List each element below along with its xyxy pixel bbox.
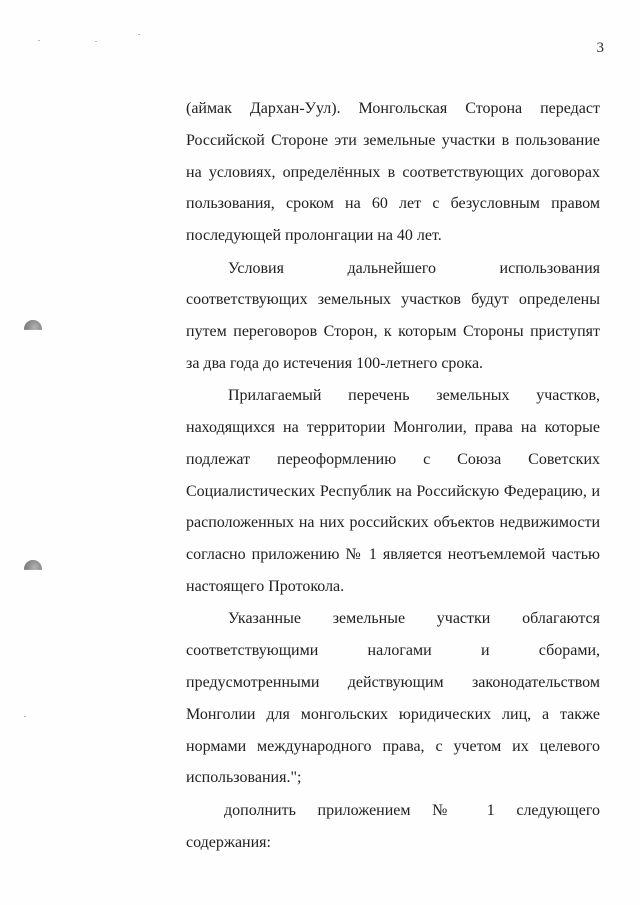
paragraph: Указанные земельные участки облагаются соответствующими налогами и сборами, предусмотренными действующим законодательством Монголии для монгольских юридических лиц, а также нормами международного права, с учетом их целевого использования."; (186, 610, 600, 787)
paragraph: дополнить приложением № 1 следующего содержания: (186, 801, 600, 851)
scan-speck (138, 34, 140, 35)
scan-speck (38, 40, 40, 41)
paragraph: Условия дальнейшего использования соответствующих земельных участков будут определены путем переговоров Сторон, к которым Стороны приступят за два года до истечения 100-летнего срока. (186, 259, 600, 372)
document-body (186, 93, 600, 859)
scan-speck (24, 716, 26, 717)
punch-hole-mark (24, 560, 42, 578)
paragraph: (аймак Дархан-Уул). Монгольская Сторона передаст Российской Стороне эти земельные участки в пользование на условиях, определённых в соответствующих договорах пользования, сроком на 60 лет с безусловным правом последующей пролонгации на 40 лет. (186, 100, 600, 245)
punch-hole-mark (24, 320, 42, 338)
scan-speck (95, 41, 97, 42)
page-number: 3 (596, 40, 604, 56)
paragraph: Прилагаемый перечень земельных участков, находящихся на территории Монголии, права на которые подлежат переоформлению с Союза Советских Социалистических Республик на Российскую Федерацию, и расположенных на них российских объектов недвижимости согласно приложению № 1 является неотъемлемой частью настоящего Протокола. (186, 387, 600, 596)
